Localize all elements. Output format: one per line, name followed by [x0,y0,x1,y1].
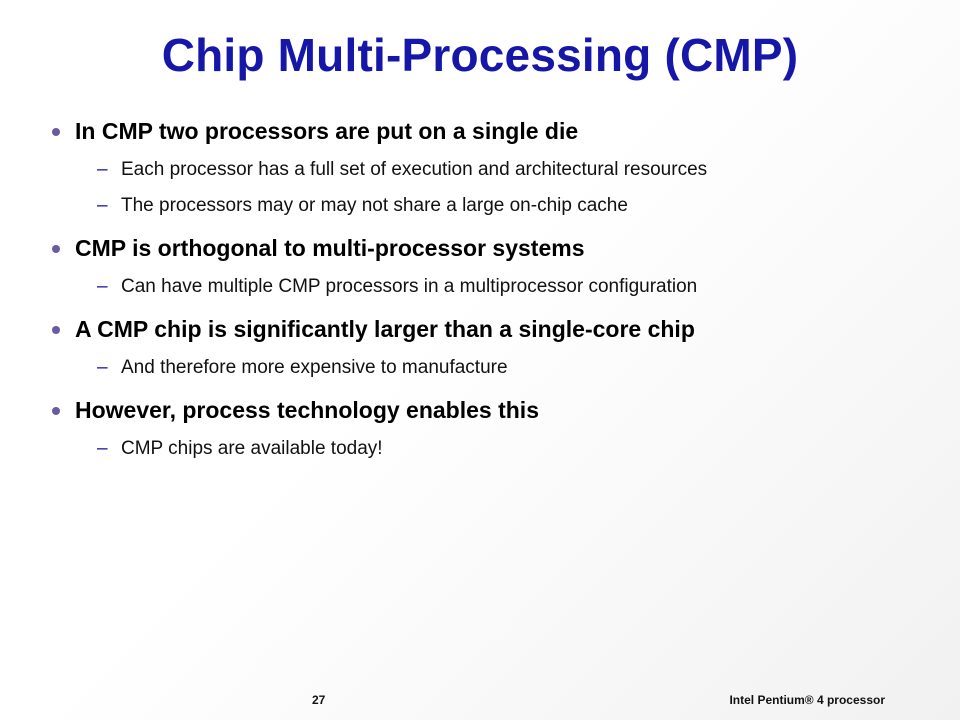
footer-label: Intel Pentium® 4 processor [729,693,885,707]
sub-bullet-text: And therefore more expensive to manufacture [121,357,508,378]
bullet-item [52,316,932,343]
dash-icon: – [97,276,108,297]
dash-icon: – [97,357,108,378]
bullet-item [52,397,932,424]
bullet-dot-icon [52,407,60,415]
bullet-item [52,235,932,262]
bullet-text: However, process technology enables this [75,397,539,423]
dash-icon: – [97,159,108,180]
sub-bullet-text: Can have multiple CMP processors in a multiprocessor configuration [121,276,698,297]
bullet-dot-icon [52,128,60,136]
dash-icon: – [97,438,108,459]
sub-bullet-text: CMP chips are available today! [121,438,383,459]
sub-bullet-item [97,276,932,298]
sub-bullet-item [97,195,932,217]
bullet-text: A CMP chip is significantly larger than a single-core chip [75,316,695,342]
bullet-text: CMP is orthogonal to multi-processor systems [75,235,585,261]
sub-bullet-text: The processors may or may not share a large on-chip cache [121,195,628,216]
slide-title: Chip Multi-Processing (CMP) [161,29,799,81]
bullet-dot-icon [52,245,60,253]
bullet-text: In CMP two processors are put on a single die [75,118,579,144]
dash-icon: – [97,195,108,216]
bullet-list [52,118,932,460]
sub-bullet-item [97,159,932,181]
sub-bullet-text: Each processor has a full set of execution and architectural resources [121,159,708,180]
bullet-dot-icon [52,326,60,334]
bullet-item [52,118,932,145]
sub-bullet-item [97,438,932,460]
sub-bullet-item [97,357,932,379]
page-number: 27 [312,693,326,707]
